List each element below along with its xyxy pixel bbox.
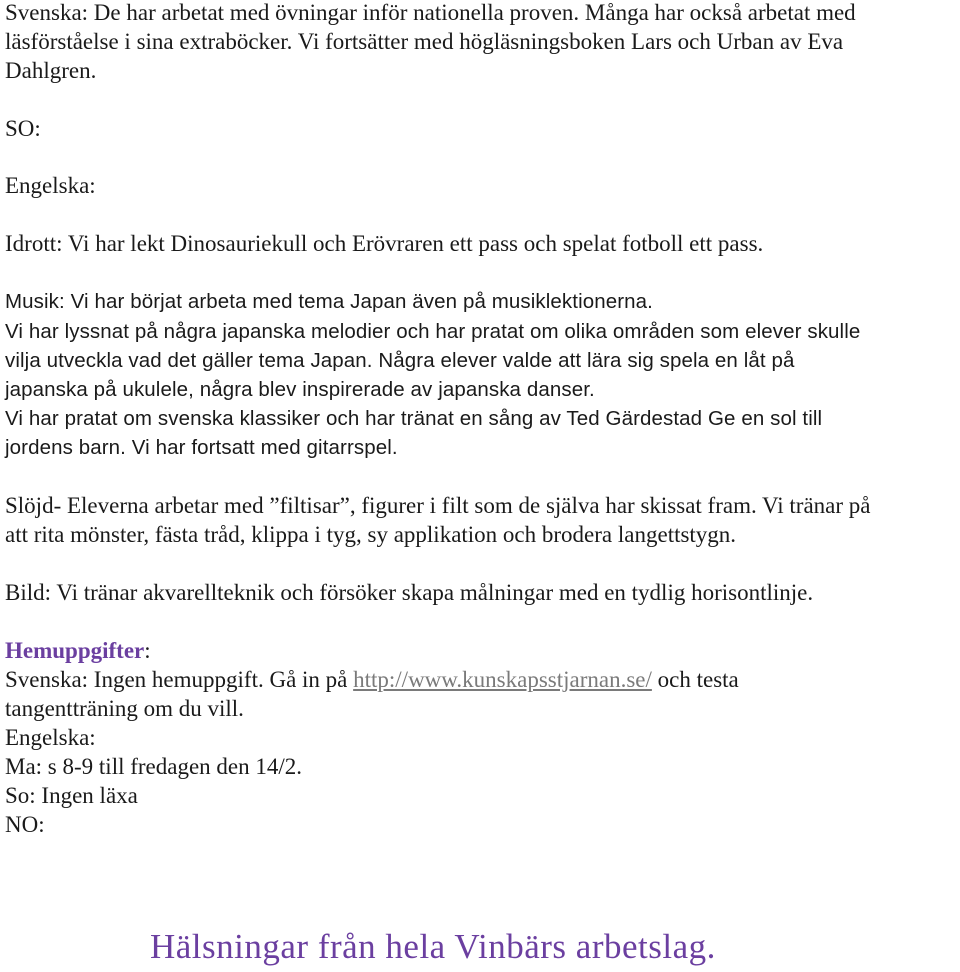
musik-line-3: vilja utveckla vad det gäller tema Japan. Några elever valde att lära sig spela en låt på [5,349,795,372]
homework-engelska: Engelska: [5,725,96,750]
musik-line-6: jordens barn. Vi har fortsatt med gitarrspel. [5,436,398,459]
musik-line-1: Musik: Vi har börjat arbeta med tema Japan även på musiklektionerna. [5,290,653,313]
svenska-line-3: Dahlgren. [5,58,97,83]
so-heading: SO: [5,116,41,141]
engelska-heading: Engelska: [5,173,96,198]
homework-svenska-line-1 [5,666,739,694]
greeting: Hälsningar från hela Vinbärs arbetslag. [150,927,716,966]
slojd-line-2: att rita mönster, fästa tråd, klippa i tyg, sy applikation och brodera langettstygn. [5,522,737,547]
homework-heading [5,637,151,665]
idrott-paragraph: Idrott: Vi har lekt Dinosauriekull och Erövraren ett pass och spelat fotboll ett pass. [5,231,764,256]
homework-no: NO: [5,812,45,837]
musik-line-2: Vi har lyssnat på några japanska melodier och har pratat om olika områden som elever skulle [5,320,861,343]
svenska-line-1: Svenska: De har arbetat med övningar inför nationella proven. Många har också arbetat med [5,0,856,25]
svenska-line-2: läsförståelse i sina extraböcker. Vi fortsätter med högläsningsboken Lars och Urban av Eva [5,29,844,54]
musik-line-5: Vi har pratat om svenska klassiker och har tränat en sång av Ted Gärdestad Ge en sol till [5,407,823,430]
slojd-line-1: Slöjd- Eleverna arbetar med ”filtisar”, figurer i filt som de själva har skissat fram. Vi tränar på [5,493,871,518]
homework-svenska-line-2: tangentträning om du vill. [5,696,244,721]
homework-heading-colon: : [144,638,151,663]
musik-line-4: japanska på ukulele, några blev inspirerade av japanska danser. [5,378,595,401]
homework-svenska-suffix: och testa [651,667,739,692]
kunskapsstjarnan-link[interactable]: http://www.kunskapsstjarnan.se/ [353,667,652,692]
homework-heading-text: Hemuppgifter [5,638,145,663]
bild-paragraph: Bild: Vi tränar akvarellteknik och försöker skapa målningar med en tydlig horisontlinje. [5,580,814,605]
homework-so: So: Ingen läxa [5,783,138,808]
homework-ma: Ma: s 8-9 till fredagen den 14/2. [5,754,303,779]
homework-svenska-prefix: Svenska: Ingen hemuppgift. Gå in på [5,667,354,692]
